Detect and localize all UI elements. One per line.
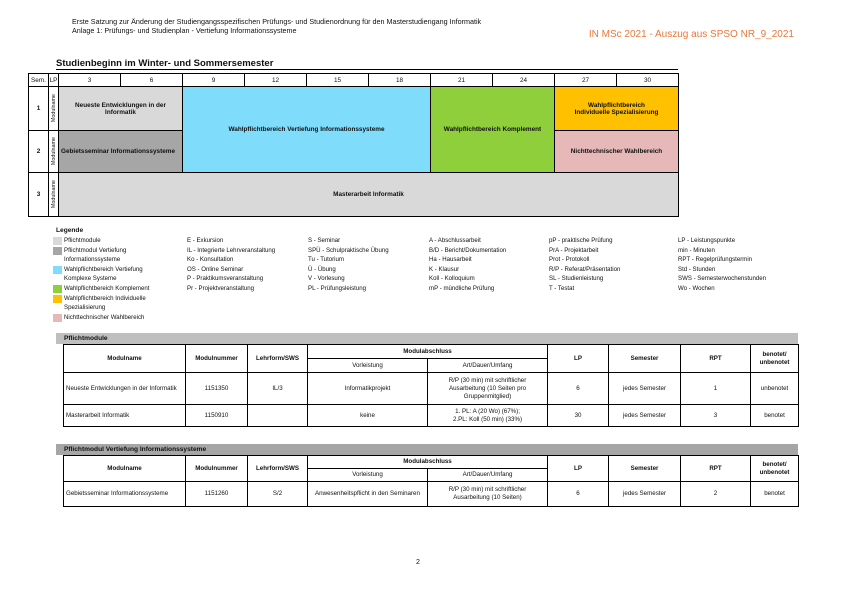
modulname-vertical-label: Modulname <box>49 131 59 173</box>
cell-art: R/P (30 min) mit schriftlicher Ausarbeitung (10 Seiten pro Gruppenmitglied) <box>428 373 548 405</box>
col-vorleistung: Vorleistung <box>308 359 428 373</box>
legend-abbrev: PL - Prüfungsleistung <box>308 284 367 292</box>
color-swatch <box>53 285 62 293</box>
legend-abbrev-col-6 <box>678 236 766 294</box>
semester-2-label: 2 <box>29 131 49 173</box>
color-swatch <box>53 237 62 245</box>
legend-abbrev-col-5 <box>549 236 620 294</box>
col-rpt: RPT <box>681 456 751 482</box>
lp-col-6: 6 <box>121 74 183 87</box>
cell-lehrform: S/2 <box>248 482 308 507</box>
cell-semester: jedes Semester <box>609 482 681 507</box>
col-lp: LP <box>548 345 609 373</box>
color-swatch <box>53 295 62 303</box>
legend-abbrev: min - Minuten <box>678 246 715 254</box>
wpf-individuell-line1: Wahlpflichtbereich <box>588 101 645 109</box>
col-vorleistung: Vorleistung <box>308 469 428 482</box>
module-nichttechnisch: Nichttechnischer Wahlbereich <box>555 131 679 173</box>
legend-item-pflicht: Pflichtmodule <box>53 236 159 246</box>
cell-modulnummer: 1150910 <box>186 405 248 427</box>
semester-3-label: 3 <box>29 173 49 217</box>
cell-modulnummer: 1151350 <box>186 373 248 405</box>
col-benotet: benotet/ unbenotet <box>751 456 799 482</box>
cell-semester: jedes Semester <box>609 405 681 427</box>
col-lp: LP <box>548 456 609 482</box>
cell-lp: 6 <box>548 482 609 507</box>
col-art: Art/Dauer/Umfang <box>428 469 548 482</box>
module-neueste-entwicklungen: Neueste Entwicklungen in der Informatik <box>59 87 183 131</box>
plan-header-row <box>29 74 679 87</box>
legend-colors <box>53 236 159 322</box>
cell-modulname: Masterarbeit Informatik <box>64 405 186 427</box>
cell-lp: 6 <box>548 373 609 405</box>
col-modulnummer: Modulnummer <box>186 345 248 373</box>
legend-abbrev: SL - Studienleistung <box>549 275 604 283</box>
legend-abbrev: OS - Online Seminar <box>187 265 244 273</box>
legend-abbrev: RPT - Regelprüfungstermin <box>678 256 753 264</box>
lp-col-24: 24 <box>493 74 555 87</box>
module-wpf-vertiefung: Wahlpflichtbereich Vertiefung Informationssysteme <box>183 87 431 173</box>
modulname-vertical-label: Modulname <box>49 173 59 217</box>
legend-abbrev-col-4 <box>429 236 506 294</box>
cell-modulnummer: 1151260 <box>186 482 248 507</box>
section-vertiefung-title: Pflichtmodul Vertiefung Informationssysteme <box>56 444 798 455</box>
legend-abbrev: PrA - Projektarbeit <box>549 246 599 254</box>
plan-title: Studienbeginn im Winter- und Sommersemester <box>56 58 274 69</box>
legend-abbrev: V - Vorlesung <box>308 275 345 283</box>
cell-modulname: Gebietsseminar Informationssysteme <box>64 482 186 507</box>
lp-col-3: 3 <box>59 74 121 87</box>
module-wpf-komplement: Wahlpflichtbereich Komplement <box>431 87 555 173</box>
plan-title-underline <box>56 69 678 70</box>
table-row <box>64 373 799 405</box>
legend-abbrev: Pr - Projektveranstaltung <box>187 284 255 292</box>
legend-abbrev: A - Abschlussarbeit <box>429 237 481 244</box>
cell-vorleistung: Anwesenheitspflicht in den Seminaren <box>308 482 428 507</box>
module-gebietsseminar: Gebietsseminar Informationssysteme <box>59 131 183 173</box>
cell-benotet: unbenotet <box>751 373 799 405</box>
legend-item-pflicht-vert: Pflichtmodul Vertiefung Informationssysteme <box>53 246 159 265</box>
legend-abbrev: Ko - Konsultation <box>187 256 234 264</box>
cell-vorleistung: Informatikprojekt <box>308 373 428 405</box>
semester-1-label: 1 <box>29 87 49 131</box>
legend-abbrev: SWS - Semesterwochenstunden <box>678 275 767 283</box>
legend-abbrev: Tu - Tutorium <box>308 256 345 264</box>
page-number: 2 <box>416 559 420 566</box>
legend-abbrev: T - Testat <box>549 284 575 292</box>
table-row <box>64 482 799 507</box>
legend-abbrev: Koll - Kolloquium <box>429 275 475 283</box>
col-benotet: benotet/ unbenotet <box>751 345 799 373</box>
cell-art <box>428 405 548 427</box>
legend-abbrev: R/P - Referat/Präsentation <box>549 265 621 273</box>
cell-art: R/P (30 min) mit schriftlicher Ausarbeitung (10 Seiten) <box>428 482 548 507</box>
legend-abbrev: Std - Stunden <box>678 265 716 273</box>
color-swatch <box>53 247 62 255</box>
legend-abbrev: Wo - Wochen <box>678 284 715 292</box>
module-wpf-individuell <box>555 87 679 131</box>
modulname-vertical-label: Modulname <box>49 87 59 131</box>
legend-title: Legende <box>56 227 84 234</box>
legend-abbrev: B/D - Bericht/Dokumentation <box>429 246 507 254</box>
legend-abbrev: K - Klausur <box>429 265 460 273</box>
cell-semester: jedes Semester <box>609 373 681 405</box>
col-semester: Semester <box>609 345 681 373</box>
module-masterarbeit: Masterarbeit Informatik <box>59 173 679 217</box>
legend-abbrev: LP - Leistungspunkte <box>678 237 736 244</box>
lp-col-27: 27 <box>555 74 617 87</box>
plan-row-semester-3 <box>29 173 679 217</box>
col-lehrform: Lehrform/SWS <box>248 456 308 482</box>
lp-col-18: 18 <box>369 74 431 87</box>
cell-rpt: 3 <box>681 405 751 427</box>
col-art: Art/Dauer/Umfang <box>428 359 548 373</box>
color-swatch <box>53 314 62 322</box>
document-header-line2: Anlage 1: Prüfungs- und Studienplan - Vertiefung Informationssysteme <box>72 26 297 35</box>
legend-abbrev: Prot - Protokoll <box>549 256 590 264</box>
col-semester: Semester <box>609 456 681 482</box>
legend-abbrev: Ha - Hausarbeit <box>429 256 472 264</box>
col-rpt: RPT <box>681 345 751 373</box>
lp-col-9: 9 <box>183 74 245 87</box>
legend-item-wpf-kompl: Wahlpflichtbereich Komplement <box>53 284 159 294</box>
legend-abbrev: pP - praktische Prüfung <box>549 237 613 244</box>
document-reference: IN MSc 2021 - Auszug aus SPSO NR_9_2021 <box>588 29 794 40</box>
lp-col-12: 12 <box>245 74 307 87</box>
col-modulname: Modulname <box>64 456 186 482</box>
legend-abbrev: SPÜ - Schulpraktische Übung <box>308 246 389 254</box>
cell-modulname: Neueste Entwicklungen in der Informatik <box>64 373 186 405</box>
col-modulabschluss: Modulabschluss <box>308 345 548 359</box>
cell-lehrform: IL/3 <box>248 373 308 405</box>
sem-header: Sem. <box>29 74 49 87</box>
cell-rpt: 1 <box>681 373 751 405</box>
legend-abbrev: IL - Integrierte Lehrveranstaltung <box>187 246 276 254</box>
table-row <box>64 405 799 427</box>
document-header-line1: Erste Satzung zur Änderung der Studiengangsspezifischen Prüfungs- und Studienordnung für den Masterstudiengang Informatik <box>72 17 482 26</box>
legend-abbrev: P - Praktikumsveranstaltung <box>187 275 264 283</box>
legend-abbrev: E - Exkursion <box>187 237 224 244</box>
lp-col-21: 21 <box>431 74 493 87</box>
plan-row-semester-1 <box>29 87 679 131</box>
legend-item-nichttech: Nichttechnischer Wahlbereich <box>53 313 159 323</box>
cell-benotet: benotet <box>751 482 799 507</box>
legend-abbrev: mP - mündliche Prüfung <box>429 284 495 292</box>
legend-abbrev: S - Seminar <box>308 237 341 244</box>
color-swatch <box>53 266 62 274</box>
vertiefung-table <box>63 455 799 507</box>
lp-col-30: 30 <box>617 74 679 87</box>
cell-vorleistung: keine <box>308 405 428 427</box>
cell-lehrform <box>248 405 308 427</box>
legend-abbrev-col-3 <box>308 236 389 294</box>
col-lehrform: Lehrform/SWS <box>248 345 308 373</box>
cell-lp: 30 <box>548 405 609 427</box>
legend-abbrev-col-2 <box>187 236 275 294</box>
study-plan-grid <box>28 73 679 217</box>
cell-art-line2: 2.PL: Koll (50 min) (33%) <box>452 415 523 423</box>
legend-item-wpf-vert: Wahlpflichtbereich Vertiefung Komplexe Systeme <box>53 265 159 284</box>
section-pflichtmodule-title: Pflichtmodule <box>56 333 798 344</box>
legend-abbrev: Ü - Übung <box>308 265 336 273</box>
col-modulabschluss: Modulabschluss <box>308 456 548 469</box>
col-modulname: Modulname <box>64 345 186 373</box>
wpf-individuell-line2: Individuelle Spezialisierung <box>574 108 659 116</box>
table-header-row <box>64 456 799 469</box>
table-header-row <box>64 345 799 359</box>
col-modulnummer: Modulnummer <box>186 456 248 482</box>
lp-col-15: 15 <box>307 74 369 87</box>
legend-item-wpf-indiv: Wahlpflichtbereich Individuelle Spezialisierung <box>53 294 159 313</box>
pflichtmodule-table <box>63 344 799 427</box>
lp-header: LP <box>49 74 59 87</box>
cell-benotet: benotet <box>751 405 799 427</box>
cell-art-line1: 1. PL: A (20 Wo) (67%); <box>455 407 520 415</box>
cell-rpt: 2 <box>681 482 751 507</box>
